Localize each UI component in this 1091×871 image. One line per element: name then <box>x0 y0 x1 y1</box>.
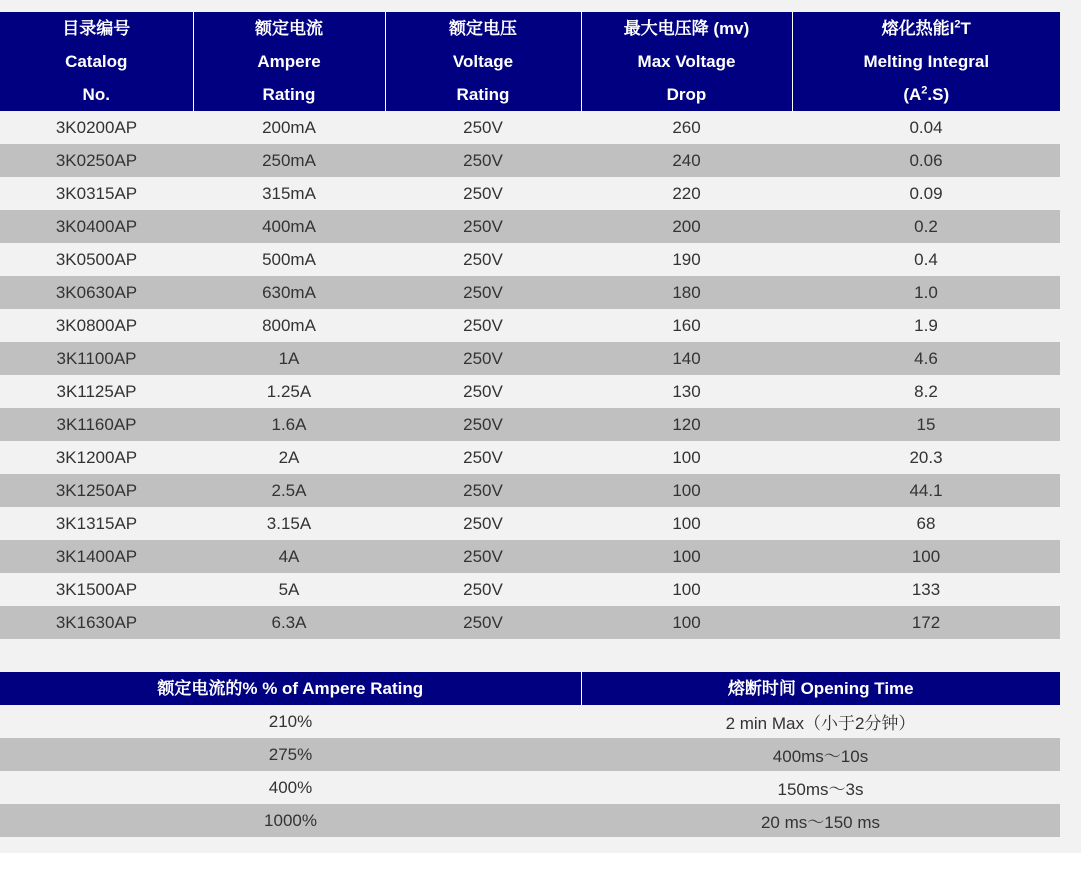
spec-header-row <box>0 12 1060 111</box>
opening-time-table <box>0 672 1060 837</box>
cell-voltage-drop: 100 <box>581 474 792 507</box>
cell-voltage-drop: 260 <box>581 111 792 144</box>
cell-voltage-drop: 100 <box>581 573 792 606</box>
cell-voltage-drop: 120 <box>581 408 792 441</box>
cell-melting-integral: 1.0 <box>792 276 1060 309</box>
cell-catalog: 3K0200AP <box>0 111 193 144</box>
cell-ampere: 3.15A <box>193 507 385 540</box>
cell-ampere-percent: 1000% <box>0 804 581 837</box>
cell-voltage-drop: 140 <box>581 342 792 375</box>
cell-ampere-percent: 275% <box>0 738 581 771</box>
table-row <box>0 111 1060 144</box>
cell-catalog: 3K0250AP <box>0 144 193 177</box>
cell-ampere: 315mA <box>193 177 385 210</box>
cell-voltage: 250V <box>385 309 581 342</box>
cell-voltage-drop: 180 <box>581 276 792 309</box>
cell-melting-integral: 172 <box>792 606 1060 639</box>
cell-catalog: 3K1160AP <box>0 408 193 441</box>
cell-melting-integral: 0.2 <box>792 210 1060 243</box>
cell-voltage-drop: 100 <box>581 441 792 474</box>
header-voltage-drop: 最大电压降 (mv) Max Voltage Drop <box>581 12 792 111</box>
table-row <box>0 507 1060 540</box>
table-row <box>0 309 1060 342</box>
table-row <box>0 573 1060 606</box>
cell-catalog: 3K0315AP <box>0 177 193 210</box>
cell-opening-time: 2 min Max（小于2分钟） <box>581 705 1060 738</box>
cell-ampere: 6.3A <box>193 606 385 639</box>
cell-ampere: 200mA <box>193 111 385 144</box>
header-voltage: 额定电压 Voltage Rating <box>385 12 581 111</box>
table-row <box>0 342 1060 375</box>
cell-voltage: 250V <box>385 606 581 639</box>
header-ampere-percent: 额定电流的% % of Ampere Rating <box>0 672 581 705</box>
table-row <box>0 606 1060 639</box>
table-row <box>0 540 1060 573</box>
table-row <box>0 243 1060 276</box>
cell-voltage-drop: 100 <box>581 540 792 573</box>
table-row <box>0 177 1060 210</box>
cell-catalog: 3K1250AP <box>0 474 193 507</box>
cell-melting-integral: 1.9 <box>792 309 1060 342</box>
cell-melting-integral: 0.04 <box>792 111 1060 144</box>
spec-table-body <box>0 111 1060 639</box>
cell-ampere: 1A <box>193 342 385 375</box>
cell-ampere: 2A <box>193 441 385 474</box>
table-row <box>0 804 1060 837</box>
cell-voltage: 250V <box>385 408 581 441</box>
table-row <box>0 705 1060 738</box>
cell-ampere: 1.25A <box>193 375 385 408</box>
header-catalog: 目录编号 Catalog No. <box>0 12 193 111</box>
cell-voltage: 250V <box>385 210 581 243</box>
cell-ampere: 630mA <box>193 276 385 309</box>
cell-ampere: 500mA <box>193 243 385 276</box>
header-ampere: 额定电流 Ampere Rating <box>193 12 385 111</box>
cell-melting-integral: 44.1 <box>792 474 1060 507</box>
cell-voltage: 250V <box>385 342 581 375</box>
cell-ampere-percent: 400% <box>0 771 581 804</box>
table-row <box>0 474 1060 507</box>
cell-opening-time: 400ms～10s <box>581 738 1060 771</box>
cell-voltage: 250V <box>385 276 581 309</box>
cell-catalog: 3K1315AP <box>0 507 193 540</box>
table-row <box>0 210 1060 243</box>
fuse-spec-table <box>0 12 1060 639</box>
cell-ampere: 5A <box>193 573 385 606</box>
cell-voltage: 250V <box>385 441 581 474</box>
cell-melting-integral: 20.3 <box>792 441 1060 474</box>
cell-catalog: 3K1630AP <box>0 606 193 639</box>
cell-catalog: 3K1500AP <box>0 573 193 606</box>
cell-voltage-drop: 100 <box>581 606 792 639</box>
cell-voltage-drop: 190 <box>581 243 792 276</box>
cell-voltage-drop: 220 <box>581 177 792 210</box>
cell-voltage: 250V <box>385 573 581 606</box>
cell-catalog: 3K0800AP <box>0 309 193 342</box>
cell-ampere: 400mA <box>193 210 385 243</box>
time-header-row <box>0 672 1060 705</box>
cell-melting-integral: 4.6 <box>792 342 1060 375</box>
cell-melting-integral: 0.06 <box>792 144 1060 177</box>
cell-voltage-drop: 160 <box>581 309 792 342</box>
cell-catalog: 3K0400AP <box>0 210 193 243</box>
header-melting-integral: 熔化热能$I^2T$ Melting Integral $(A^2.S)$ <box>792 12 1060 111</box>
cell-voltage: 250V <box>385 507 581 540</box>
cell-voltage: 250V <box>385 474 581 507</box>
cell-catalog: 3K1125AP <box>0 375 193 408</box>
cell-voltage: 250V <box>385 111 581 144</box>
cell-ampere: 250mA <box>193 144 385 177</box>
cell-voltage: 250V <box>385 540 581 573</box>
cell-ampere: 4A <box>193 540 385 573</box>
cell-melting-integral: 68 <box>792 507 1060 540</box>
cell-voltage-drop: 130 <box>581 375 792 408</box>
cell-melting-integral: 0.4 <box>792 243 1060 276</box>
cell-voltage: 250V <box>385 375 581 408</box>
cell-melting-integral: 0.09 <box>792 177 1060 210</box>
cell-melting-integral: 100 <box>792 540 1060 573</box>
table-row <box>0 276 1060 309</box>
cell-voltage-drop: 240 <box>581 144 792 177</box>
table-row <box>0 771 1060 804</box>
cell-catalog: 3K1100AP <box>0 342 193 375</box>
table-row <box>0 375 1060 408</box>
table-row <box>0 441 1060 474</box>
cell-voltage: 250V <box>385 243 581 276</box>
table-row <box>0 408 1060 441</box>
cell-ampere: 1.6A <box>193 408 385 441</box>
cell-catalog: 3K1400AP <box>0 540 193 573</box>
cell-voltage: 250V <box>385 177 581 210</box>
cell-melting-integral: 15 <box>792 408 1060 441</box>
cell-voltage-drop: 200 <box>581 210 792 243</box>
header-opening-time: 熔断时间 Opening Time <box>581 672 1060 705</box>
table-row <box>0 738 1060 771</box>
cell-ampere: 2.5A <box>193 474 385 507</box>
cell-catalog: 3K0630AP <box>0 276 193 309</box>
cell-catalog: 3K1200AP <box>0 441 193 474</box>
cell-melting-integral: 8.2 <box>792 375 1060 408</box>
cell-voltage: 250V <box>385 144 581 177</box>
table-row <box>0 144 1060 177</box>
cell-ampere: 800mA <box>193 309 385 342</box>
cell-opening-time: 150ms～3s <box>581 771 1060 804</box>
cell-ampere-percent: 210% <box>0 705 581 738</box>
cell-opening-time: 20 ms～150 ms <box>581 804 1060 837</box>
cell-voltage-drop: 100 <box>581 507 792 540</box>
time-table-body <box>0 705 1060 837</box>
cell-melting-integral: 133 <box>792 573 1060 606</box>
cell-catalog: 3K0500AP <box>0 243 193 276</box>
